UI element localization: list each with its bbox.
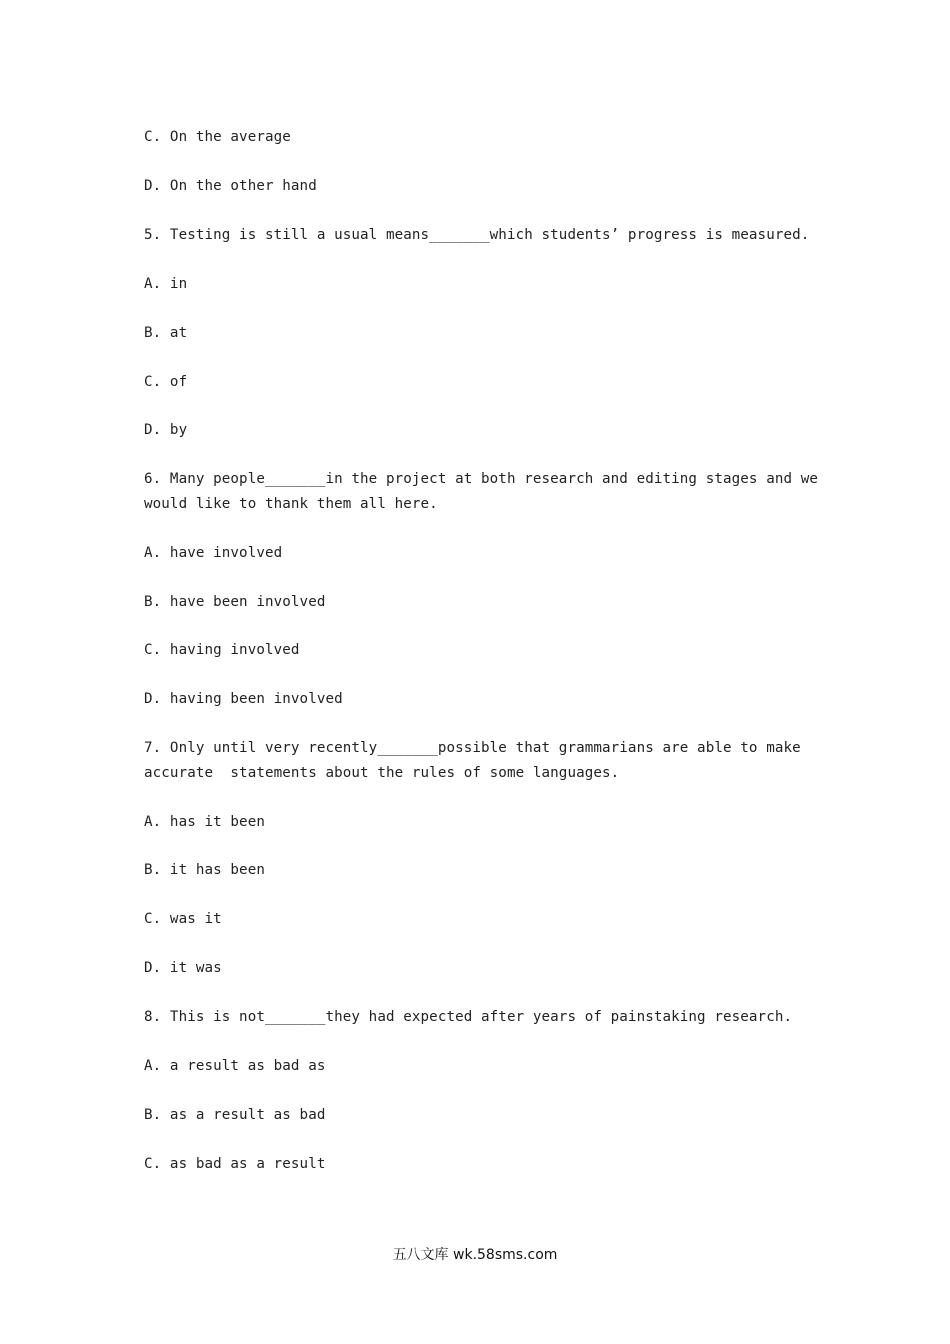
- question-6-line-2: would like to thank them all here.: [144, 496, 438, 512]
- option-7a: A. has it been: [144, 814, 265, 830]
- option-4d: D. On the other hand: [144, 178, 317, 194]
- option-6a: A. have involved: [144, 545, 283, 561]
- option-5a: A. in: [144, 276, 188, 292]
- option-7b: B. it has been: [144, 862, 265, 878]
- question-5: 5. Testing is still a usual means_______which students’ progress is measured.: [144, 227, 810, 243]
- footer-watermark: 五八文库 wk.58sms.com: [392, 1247, 558, 1263]
- option-6b: B. have been involved: [144, 594, 326, 610]
- option-8b: B. as a result as bad: [144, 1107, 326, 1123]
- option-4c: C. On the average: [144, 129, 291, 145]
- question-7-line-1: 7. Only until very recently_______possible that grammarians are able to make: [144, 740, 801, 756]
- question-8: 8. This is not_______they had expected after years of painstaking research.: [144, 1009, 793, 1025]
- option-7d: D. it was: [144, 960, 222, 976]
- question-6-line-1: 6. Many people_______in the project at both research and editing stages and we: [144, 471, 819, 487]
- option-7c: C. was it: [144, 911, 222, 927]
- option-5d: D. by: [144, 422, 188, 438]
- option-6c: C. having involved: [144, 642, 300, 658]
- option-8a: A. a result as bad as: [144, 1058, 326, 1074]
- option-5c: C. of: [144, 374, 188, 390]
- question-7-line-2: accurate statements about the rules of some languages.: [144, 765, 620, 781]
- option-6d: D. having been involved: [144, 691, 343, 707]
- option-8c: C. as bad as a result: [144, 1156, 326, 1172]
- option-5b: B. at: [144, 325, 188, 341]
